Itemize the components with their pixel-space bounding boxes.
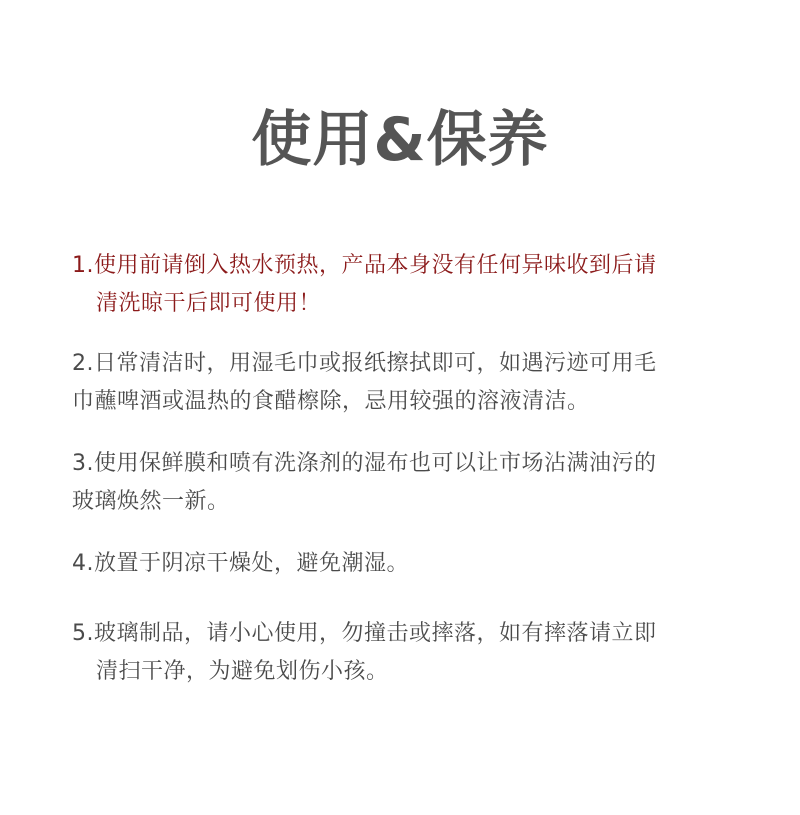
- instruction-text: 4.放置于阴凉干燥处，避免潮湿。: [72, 551, 409, 576]
- care-instruction-2: [72, 345, 732, 421]
- care-instruction-5: [72, 615, 732, 691]
- instruction-text: 玻璃焕然一新。: [72, 489, 230, 514]
- page-title: 使用&保养: [251, 105, 549, 175]
- care-instruction-1: [72, 247, 732, 323]
- instruction-text: 2.日常清洁时，用湿毛巾或报纸擦拭即可，如遇污迹可用毛: [72, 351, 657, 376]
- instruction-text: 1.使用前请倒入热水预热，产品本身没有任何异味收到后请: [72, 253, 657, 278]
- instruction-text: 清扫干净，为避免划伤小孩。: [96, 659, 389, 684]
- care-instruction-3: [72, 445, 732, 521]
- instruction-text: 清洗晾干后即可使用！: [96, 291, 322, 316]
- instruction-text: 巾蘸啤酒或温热的食醋檫除，忌用较强的溶液清洁。: [72, 389, 590, 414]
- instruction-text: 5.玻璃制品，请小心使用，勿撞击或摔落，如有摔落请立即: [72, 621, 657, 646]
- care-instruction-4: [72, 545, 732, 583]
- instruction-text: 3.使用保鲜膜和喷有洗涤剂的湿布也可以让市场沾满油污的: [72, 451, 657, 476]
